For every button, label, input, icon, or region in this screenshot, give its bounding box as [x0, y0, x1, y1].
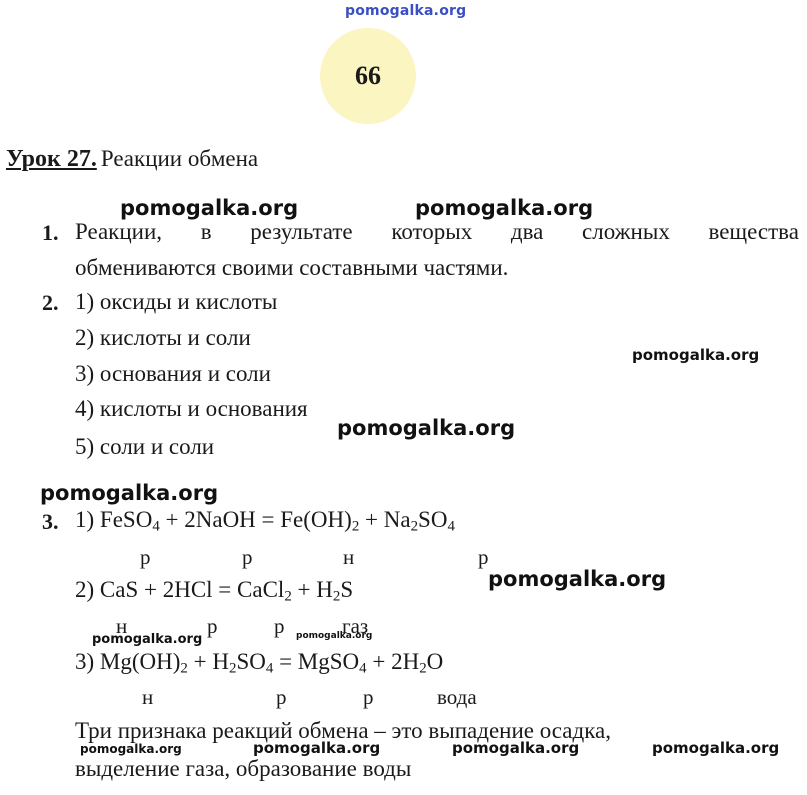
solubility-note: р — [274, 614, 285, 638]
solubility-note: р — [140, 545, 151, 569]
question-3-number: 3. — [42, 509, 59, 534]
q1-word: Реакции, — [75, 219, 163, 244]
lesson-label: Урок 27. — [6, 146, 97, 172]
watermark: pomogalka.org — [80, 742, 182, 756]
watermark: pomogalka.org — [415, 196, 594, 220]
equation-3: 3) $Mg(OH)_2 + H_2SO_4$ = MgSO$_4$ + $2H_2O$ — [75, 649, 444, 677]
question-2-item: 3) основания и соли — [75, 361, 271, 386]
watermark: pomogalka.org — [452, 739, 580, 757]
watermark: pomogalka.org — [253, 739, 381, 757]
conclusion-line-1: Три признака реакций обмена – это выпадение осадка, — [75, 718, 611, 743]
solubility-note: газ — [342, 614, 369, 638]
solubility-note: р — [276, 685, 287, 709]
question-2-item: 4) кислоты и основания — [75, 396, 308, 421]
solubility-note: н — [343, 545, 355, 569]
q1-word: результате — [250, 219, 353, 244]
lesson-title: Реакции обмена — [100, 146, 259, 171]
question-1-line-2: обмениваются своими составными частями. — [75, 255, 509, 280]
q1-word: которых — [391, 219, 473, 244]
question-2-item: 1) оксиды и кислоты — [75, 289, 278, 314]
q1-word: вещества — [708, 219, 799, 244]
q1-word: два — [510, 219, 544, 244]
solubility-note: вода — [437, 685, 477, 709]
solubility-note: р — [242, 545, 253, 569]
solubility-note: р — [207, 614, 218, 638]
watermark: pomogalka.org — [337, 416, 516, 440]
solubility-note: н — [116, 614, 128, 638]
watermark: pomogalka.org — [652, 739, 780, 757]
watermark: pomogalka.org — [120, 196, 299, 220]
question-1-number: 1. — [42, 220, 59, 245]
q1-word: в — [200, 219, 212, 244]
page-number: 66 — [355, 61, 381, 90]
watermark: pomogalka.org — [632, 346, 760, 364]
conclusion-line-2: выделение газа, образование воды — [75, 756, 412, 781]
equation-1: 1) FeSO$_4$ + 2NaOH = $Fe(OH)_2 + Na_2SO_4$ — [75, 507, 455, 535]
watermark: pomogalka.org — [296, 631, 373, 641]
question-2-item: 2) кислоты и соли — [75, 325, 251, 350]
watermark: pomogalka.org — [40, 481, 219, 505]
q1-word: сложных — [582, 219, 670, 244]
solubility-note: р — [478, 545, 489, 569]
watermark-top: pomogalka.org — [345, 3, 467, 19]
question-1-line-1 — [75, 219, 799, 245]
question-2-item: 5) соли и соли — [75, 434, 215, 459]
solubility-note: р — [363, 685, 374, 709]
question-2-number: 2. — [42, 290, 59, 315]
watermark: pomogalka.org — [92, 632, 203, 647]
watermark: pomogalka.org — [488, 567, 667, 591]
equation-2: 2) CaS + 2HCl = CaCl$_2$ + $H_2S$ — [75, 577, 354, 605]
lesson-heading — [6, 146, 258, 173]
solubility-note: н — [142, 685, 154, 709]
